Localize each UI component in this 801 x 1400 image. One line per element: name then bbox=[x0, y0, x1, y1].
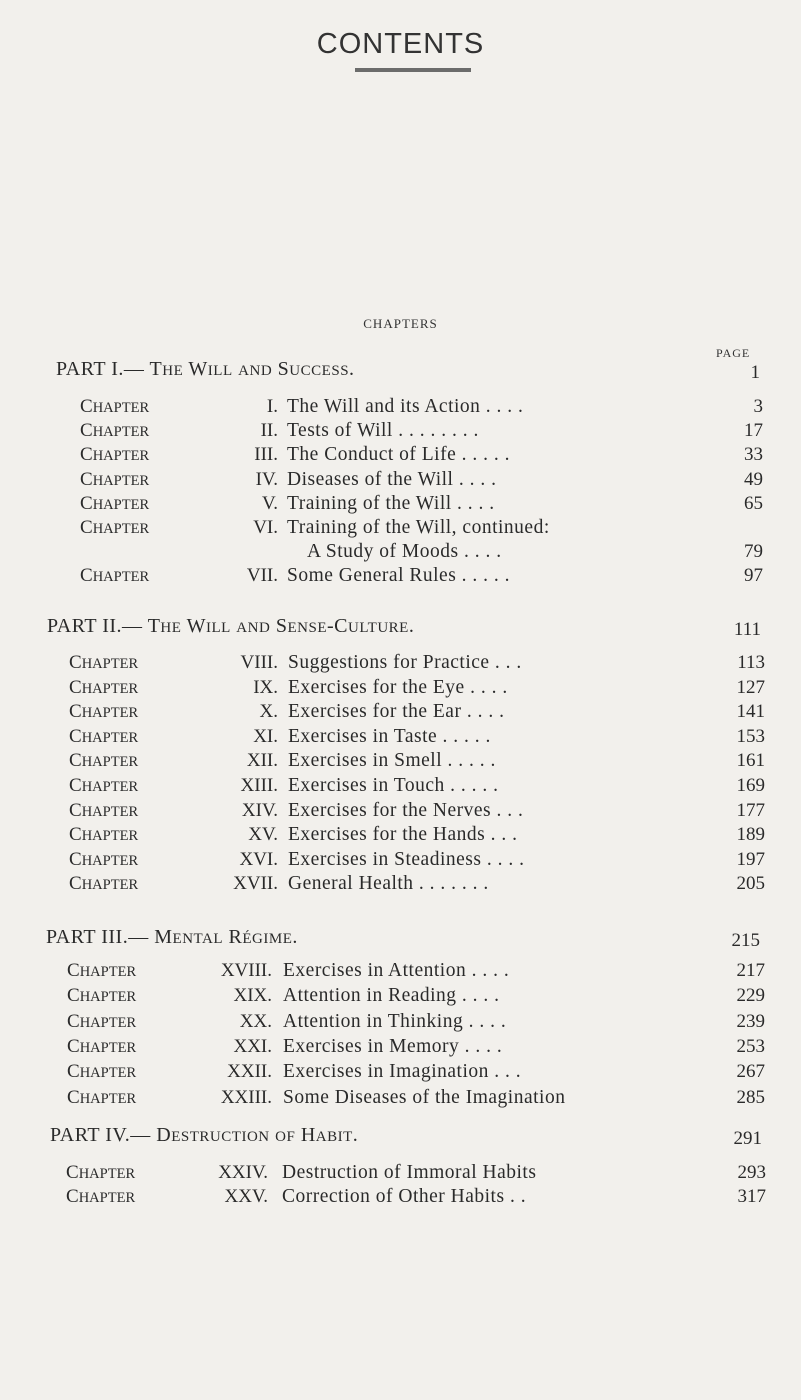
toc-row bbox=[0, 1036, 801, 1060]
chapter-page-number: 317 bbox=[737, 1186, 766, 1207]
chapter-numeral: XVII. bbox=[233, 873, 278, 895]
chapter-page-number: 169 bbox=[736, 775, 765, 796]
part-heading: PART III.— MENTAL RÉGIME. bbox=[46, 926, 298, 948]
chapter-title: Suggestions for Practice . . . bbox=[288, 652, 522, 673]
chapter-numeral: XXIII. bbox=[220, 1086, 272, 1108]
chapter-word: CHAPTER bbox=[80, 565, 150, 587]
toc-row bbox=[0, 800, 801, 824]
chapter-page-number: 239 bbox=[736, 1010, 765, 1032]
chapter-word: CHAPTER bbox=[80, 492, 150, 514]
chapter-page-number: 3 bbox=[753, 396, 763, 417]
toc-row bbox=[0, 985, 801, 1009]
chapter-page-number: 17 bbox=[744, 420, 763, 442]
chapter-word: CHAPTER bbox=[80, 517, 150, 538]
chapter-word: CHAPTER bbox=[69, 799, 139, 821]
chapter-numeral: IX. bbox=[253, 676, 278, 698]
chapter-page-number: 65 bbox=[744, 492, 763, 514]
chapter-word: CHAPTER bbox=[67, 1035, 137, 1057]
chapter-word: CHAPTER bbox=[80, 396, 150, 417]
chapter-word: CHAPTER bbox=[69, 873, 139, 895]
chapter-numeral: V. bbox=[261, 492, 278, 514]
chapter-numeral: XVI. bbox=[239, 848, 278, 870]
toc-row bbox=[0, 493, 801, 517]
toc-row bbox=[0, 960, 801, 984]
chapter-title: A Study of Moods . . . . bbox=[307, 541, 502, 563]
toc-row bbox=[0, 1186, 801, 1210]
chapter-title: Some General Rules . . . . . bbox=[287, 565, 511, 587]
toc-row bbox=[0, 420, 801, 444]
chapter-title: Exercises in Smell . . . . . bbox=[288, 750, 496, 772]
chapter-page-number: 253 bbox=[736, 1035, 765, 1057]
chapter-page-number: 293 bbox=[737, 1162, 766, 1183]
chapter-title: General Health . . . . . . . bbox=[288, 873, 489, 895]
chapter-numeral: VI. bbox=[253, 517, 278, 538]
chapter-numeral: XXII. bbox=[227, 1061, 272, 1083]
chapter-title: Attention in Thinking . . . . bbox=[283, 1010, 507, 1032]
part-heading: PART I.— THE WILL AND SUCCESS. bbox=[56, 358, 355, 380]
chapter-title: Exercises in Memory . . . . bbox=[283, 1035, 503, 1057]
chapter-numeral: X. bbox=[259, 701, 278, 723]
toc-row bbox=[0, 824, 801, 848]
chapter-word: CHAPTER bbox=[80, 468, 150, 490]
chapter-title: Destruction of Immoral Habits bbox=[282, 1162, 537, 1183]
toc-row bbox=[0, 849, 801, 873]
chapter-title: Exercises in Touch . . . . . bbox=[288, 775, 499, 796]
chapter-title: Exercises in Attention . . . . bbox=[283, 960, 510, 981]
chapter-numeral: IV. bbox=[255, 468, 278, 490]
chapter-word: CHAPTER bbox=[67, 1086, 137, 1108]
toc-row bbox=[0, 775, 801, 799]
part-heading: PART II.— THE WILL AND SENSE-CULTURE. bbox=[47, 615, 415, 637]
chapter-title: Exercises in Imagination . . . bbox=[283, 1061, 522, 1083]
chapter-numeral: XII. bbox=[246, 750, 278, 772]
chapter-page-number: 49 bbox=[744, 468, 763, 490]
toc-row bbox=[0, 565, 801, 589]
toc-row bbox=[0, 750, 801, 774]
toc-row bbox=[0, 1011, 801, 1035]
chapter-numeral: VIII. bbox=[240, 652, 278, 673]
chapter-word: CHAPTER bbox=[69, 750, 139, 772]
chapter-title: Some Diseases of the Imagination bbox=[283, 1086, 566, 1108]
toc-row bbox=[0, 726, 801, 750]
chapter-page-number: 205 bbox=[736, 873, 765, 895]
chapter-word: CHAPTER bbox=[80, 444, 150, 466]
chapter-title: Exercises in Taste . . . . . bbox=[288, 725, 491, 747]
chapter-word: CHAPTER bbox=[69, 652, 139, 673]
chapter-numeral: XIX. bbox=[233, 985, 272, 1007]
chapter-page-number: 113 bbox=[737, 652, 765, 673]
chapter-numeral: III. bbox=[254, 444, 278, 466]
toc-row bbox=[0, 396, 801, 420]
chapter-page-number: 217 bbox=[736, 960, 765, 981]
chapter-word: CHAPTER bbox=[67, 960, 137, 981]
chapter-numeral: XV. bbox=[248, 824, 278, 846]
chapter-numeral: VII. bbox=[246, 565, 278, 587]
toc-row bbox=[0, 1162, 801, 1186]
page-title: CONTENTS bbox=[316, 28, 485, 60]
toc-row bbox=[0, 469, 801, 493]
chapter-word: CHAPTER bbox=[67, 1061, 137, 1083]
toc-row bbox=[0, 873, 801, 897]
chapter-numeral: XXV. bbox=[224, 1186, 268, 1207]
chapter-title: Exercises for the Nerves . . . bbox=[288, 799, 524, 821]
chapter-numeral: XXIV. bbox=[218, 1162, 268, 1183]
chapter-numeral: XIII. bbox=[240, 775, 278, 796]
toc-row bbox=[0, 1087, 801, 1111]
chapter-title: Exercises for the Eye . . . . bbox=[288, 676, 508, 698]
chapters-subheading: CHAPTERS bbox=[363, 316, 438, 331]
chapter-numeral: XX. bbox=[239, 1010, 272, 1032]
chapter-page-number: 189 bbox=[736, 824, 765, 846]
chapter-numeral: XIV. bbox=[241, 799, 278, 821]
chapter-word: CHAPTER bbox=[66, 1162, 136, 1183]
toc-row bbox=[0, 652, 801, 676]
page-column-heading: PAGE bbox=[716, 346, 751, 360]
chapter-word: CHAPTER bbox=[69, 848, 139, 870]
chapter-numeral: XXI. bbox=[233, 1035, 272, 1057]
chapter-numeral: II. bbox=[260, 420, 278, 442]
chapter-title: Exercises for the Ear . . . . bbox=[288, 701, 505, 723]
chapter-title: Diseases of the Will . . . . bbox=[287, 468, 497, 490]
chapter-page-number: 97 bbox=[744, 565, 763, 587]
chapter-word: CHAPTER bbox=[69, 676, 139, 698]
chapter-title: Correction of Other Habits . . bbox=[282, 1186, 527, 1207]
chapter-page-number: 177 bbox=[736, 799, 765, 821]
chapter-numeral: I. bbox=[266, 396, 278, 417]
chapter-title: Attention in Reading . . . . bbox=[283, 985, 500, 1007]
chapter-page-number: 141 bbox=[736, 701, 765, 723]
toc-row bbox=[0, 1061, 801, 1085]
chapter-page-number: 127 bbox=[736, 676, 765, 698]
title-rule bbox=[355, 68, 471, 72]
chapter-word: CHAPTER bbox=[67, 1010, 137, 1032]
chapter-title: The Conduct of Life . . . . . bbox=[287, 444, 510, 466]
chapter-page-number: 197 bbox=[736, 848, 765, 870]
part-heading: PART IV.— DESTRUCTION OF HABIT. bbox=[50, 1124, 359, 1146]
toc-row bbox=[0, 701, 801, 725]
chapter-word: CHAPTER bbox=[67, 985, 137, 1007]
toc-row bbox=[0, 444, 801, 468]
chapter-word: CHAPTER bbox=[69, 701, 139, 723]
chapter-title: Exercises in Steadiness . . . . bbox=[288, 848, 525, 870]
chapter-title: Training of the Will, continued: bbox=[287, 517, 550, 538]
chapter-word: CHAPTER bbox=[66, 1186, 136, 1207]
chapter-title: Exercises for the Hands . . . bbox=[288, 824, 518, 846]
toc-row bbox=[0, 517, 801, 541]
part-page-number: 1 bbox=[750, 362, 760, 383]
chapter-page-number: 267 bbox=[736, 1061, 765, 1083]
part-page-number: 111 bbox=[733, 619, 761, 640]
toc-row bbox=[0, 677, 801, 701]
chapter-page-number: 229 bbox=[736, 985, 765, 1007]
chapter-word: CHAPTER bbox=[69, 824, 139, 846]
chapter-page-number: 153 bbox=[736, 725, 765, 747]
chapter-page-number: 79 bbox=[744, 541, 763, 563]
chapter-numeral: XVIII. bbox=[220, 960, 272, 981]
part-page-number: 291 bbox=[733, 1128, 762, 1149]
chapter-page-number: 161 bbox=[736, 750, 765, 772]
chapter-title: Tests of Will . . . . . . . . bbox=[287, 420, 479, 442]
chapter-page-number: 33 bbox=[744, 444, 763, 466]
chapter-word: CHAPTER bbox=[69, 725, 139, 747]
chapter-page-number: 285 bbox=[736, 1086, 765, 1108]
chapter-word: CHAPTER bbox=[80, 420, 150, 442]
part-page-number: 215 bbox=[731, 930, 760, 951]
chapter-title: The Will and its Action . . . . bbox=[287, 396, 524, 417]
toc-row bbox=[0, 541, 801, 565]
chapter-word: CHAPTER bbox=[69, 775, 139, 796]
chapter-numeral: XI. bbox=[253, 725, 278, 747]
chapter-title: Training of the Will . . . . bbox=[287, 492, 495, 514]
